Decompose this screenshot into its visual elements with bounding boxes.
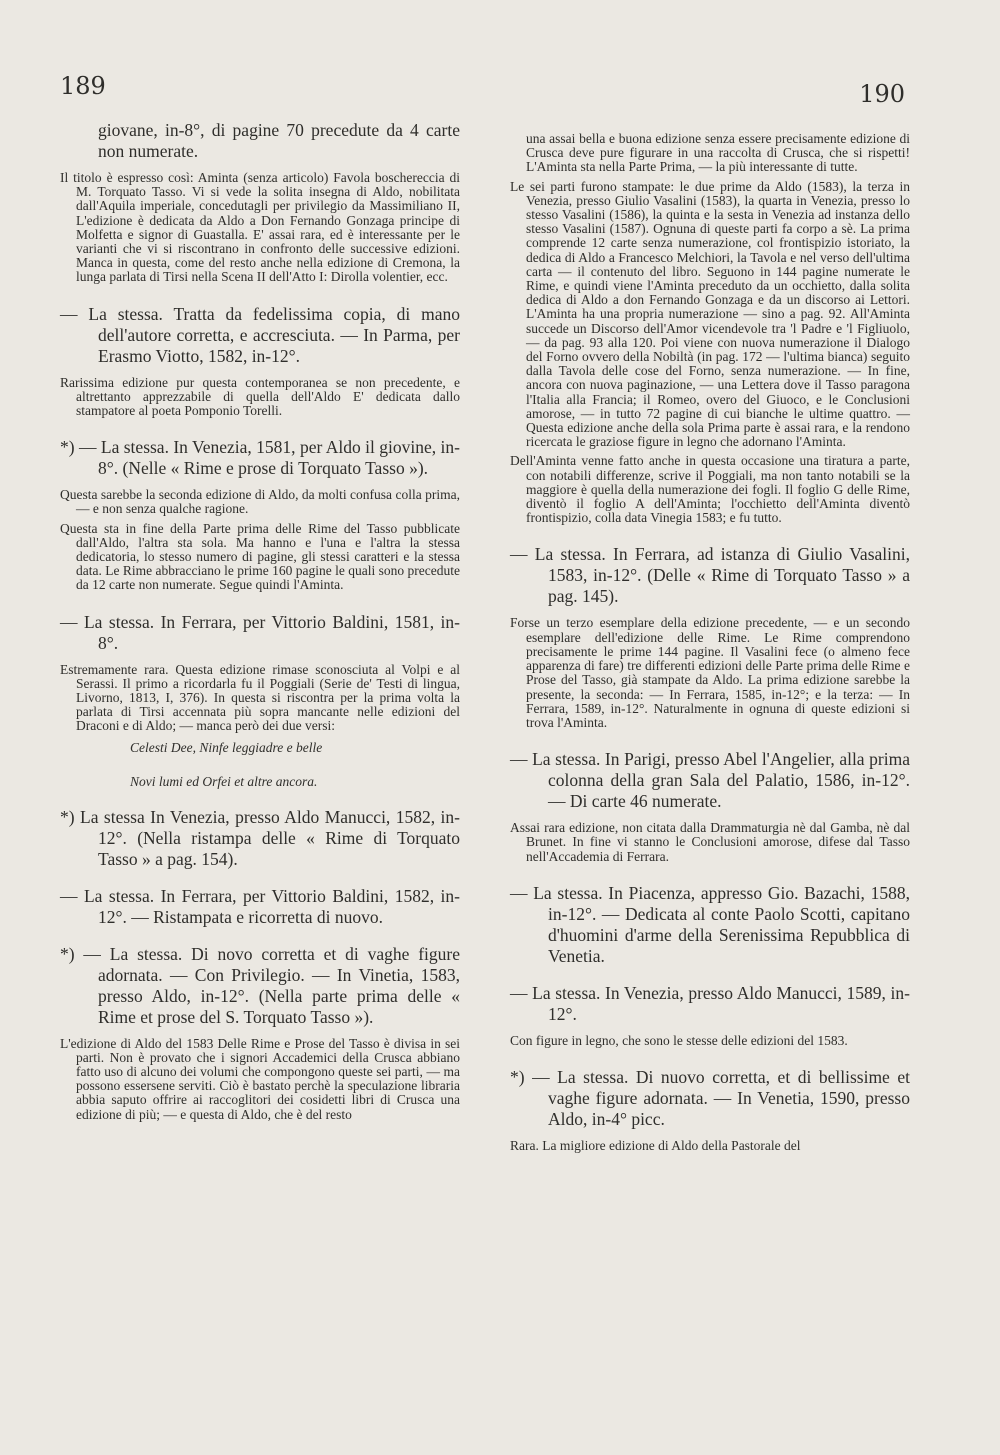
bibliography-entry: — La stessa. In Piacenza, appresso Gio. Bazachi, 1588, in-12°. — Dedicata al conte Paolo Scotti, capitano d'huomini d'arme della Serenissima Repubblica di Venetia.: [510, 882, 910, 966]
entry-note: Assai rara edizione, non citata dalla Drammaturgia nè dal Gamba, nè dal Brunet. In fine vi stanno le Conclusioni amorose, difese dal Tasso nell'Accademia di Ferrara.: [510, 820, 910, 864]
spacer: [510, 530, 910, 544]
note-continued: una assai bella e buona edizione senza essere precisamente edizione di Crusca deve pure figurare in una raccolta di Crusca, che si rispetti! L'Aminta sta nella Parte Prima, — la più interessante di tutte.: [526, 131, 910, 175]
spacer: [60, 937, 460, 944]
bibliography-entry: *) — La stessa. Di novo corretta et di vaghe figure adornata. — Con Privilegio. — In Vinetia, 1583, presso Aldo, in-12°. (Nella parte prima delle « Rime et prose del S. Torquato Tasso »).: [60, 943, 460, 1027]
bibliography-entry: *) — La stessa. In Venezia, 1581, per Aldo il giovine, in-8°. (Nelle « Rime e prose di Torquato Tasso »).: [60, 437, 460, 479]
entry-note: Rara. La migliore edizione di Aldo della Pastorale del: [510, 1137, 801, 1153]
spacer: [510, 976, 910, 983]
spacer: [510, 869, 910, 883]
left-column: [60, 120, 460, 1127]
right-column: [510, 132, 910, 1158]
entry-note: Il titolo è espresso così: Aminta (senza articolo) Favola boschereccia di M. Torquato Tasso. Vi si vede la solita insegna di Aldo, nobilitata dall'Aquila imperiale, concedutagli per privilegio da Massimiliano II, L'edizione è dedicata da Aldo a Don Fernando Gonzaga principe di Molfetta e signor di Guastalla. E' assai rara, ed è interessante per le varianti che vi si riscontrano in confronto delle successive edizioni. Manca in questa, come del resto anche nella edizione di Cremona, la lunga parlata di Tirsi nella Scena II dell'Atto I: Dirolla volentier, ecc.: [60, 170, 460, 285]
bibliography-entry: — La stessa. In Ferrara, per Vittorio Baldini, 1582, in-12°. — Ristampata e ricorretta di nuovo.: [60, 885, 460, 927]
spacer: [60, 879, 460, 886]
bibliography-entry: — La stessa. In Ferrara, per Vittorio Baldini, 1581, in-8°.: [60, 611, 460, 653]
bibliography-entry: *) La stessa In Venezia, presso Aldo Manucci, 1582, in-12°. (Nella ristampa delle « Rime di Torquato Tasso » a pag. 154).: [60, 806, 460, 869]
page-number-right: 190: [859, 80, 905, 108]
bibliography-entry: — La stessa. Tratta da fedelissima copia, di mano dell'autore corretta, e accresciuta. — In Parma, per Erasmo Viotto, 1582, in-12°.: [60, 303, 460, 366]
spacer: [60, 423, 460, 437]
bibliography-entry: — La stessa. In Venezia, presso Aldo Manucci, 1589, in-12°.: [510, 982, 910, 1024]
entry-note: Con figure in legno, che sono le stesse delle edizioni del 1583.: [510, 1032, 848, 1048]
entry-note: Rarissima edizione pur questa contemporanea se non precedente, e altrettanto apprezzabile di quella dell'Aldo E' dedicata dallo stampatore al poeta Pomponio Torelli.: [60, 374, 460, 419]
spacer: [510, 1053, 910, 1067]
page-number-left: 189: [60, 72, 106, 100]
bibliography-entry-continued: giovane, in-8°, di pagine 70 precedute da 4 carte non numerate.: [98, 120, 460, 161]
spacer: [60, 290, 460, 304]
entry-note: Estremamente rara. Questa edizione rimase sconosciuta al Volpi e al Serassi. Il primo a ricordarla fu il Poggiali (Serie de' Testi di lingua, Livorno, 1813, I, 376). In questa si riscontra per la prima volta la parlata di Tirsi accennata più sopra mancante nelle edizioni del Draconi e di Aldo; — manca però dei due versi:: [60, 661, 460, 734]
spacer: [510, 735, 910, 749]
entry-note: Questa sta in fine della Parte prima delle Rime del Tasso pubblicate dall'Aldo, l'altra sta sola. Ma hanno e l'una e l'altra la stessa dedicatoria, lo stesso numero di pagine, gli stessi caratteri e la stessa data. Le Rime abbracciano le prime 160 pagine le quali sono precedute da 12 carte non numerate. Segue quindi l'Aminta.: [60, 520, 460, 593]
entry-note: Le sei parti furono stampate: le due prime da Aldo (1583), la terza in Venezia, presso Giulio Vasalini (1583), la quarta in Venezia, presso lo stesso Vasalini (1586), la quinta e la sesta in Venezia ad instanza dello stesso Vasalini (1587). Ognuna di queste parti fa corpo a sè. La prima comprende 12 carte senza numerazione, col frontispizio istoriato, la dedica di Aldo a Francesco Melchiori, la Tavola e nel verso dell'ultima carta — il contenuto del libro. Seguono in 144 pagine numerate le Rime, e quindi viene l'Aminta preceduto da un occhietto, dalla solita dedica di Aldo a don Fernando Gonzaga e da un discorso ai Lettori. L'Aminta ha una propria numerazione — sino a pag. 92. All'Aminta succede un Discorso dell'Amor vicendevole tra 'l Padre e 'l Figliuolo, — da pag. 93 alla 120. Poi viene con nuova numerazione il Dialogo del Forno ovvero della Nobiltà (in pag. 172 — l'ultima bianca) seguito dalla Tavola delle cose del Forno, senza numerazione. — In fine, ancora con nuova paginazione, — una Lettera dove il Tasso paragona l'Italia alla Francia; il Romeo, overo del Giuoco, e le Conclusioni amorose, — in tutto 72 pagine di cui bianche le ultime quattro. — Questa edizione anche della sola Prima parte è assai rara, e la rendono ricercata le graziose figure in legno che adornano l'Aminta.: [510, 178, 910, 450]
entry-note: Dell'Aminta venne fatto anche in questa occasione una tiratura a parte, con notabili differenze, scrive il Poggiali, ma non tanto notabili se la maggiore è quella della numerazione dei fogli. Il foglio G delle Rime, diventò il foglio A dell'Aminta; l'occhietto dell'Aminta diventò frontispizio, colla data Vinegia 1583; e fu tutto.: [510, 453, 910, 526]
entry-note: L'edizione di Aldo del 1583 Delle Rime e Prose del Tasso è divisa in sei parti. Non è provato che i signori Accademici della Crusca abbiano fatto uso di alcuno dei volumi che compongono queste sei parti, — ma possono essersene serviti. Ciò è bastato perchè la speculazione libraria abbia saputo offrire ai raccoglitori dei cosidetti libri di Crusca una edizione di più; — e questa di Aldo, che è del resto: [60, 1035, 460, 1122]
bibliography-entry: *) — La stessa. Di nuovo corretta, et di bellissime et vaghe figure adornata. — In Venetia, 1590, presso Aldo, in-4° picc.: [510, 1066, 910, 1129]
entry-note: Forse un terzo esemplare della edizione precedente, — e un secondo esemplare dell'edizione delle Rime. Le Rime comprendono precisamente le prime 144 pagine. Il Vasalini fece (o almeno fece apparenza di fare) tre differenti edizioni delle Parte prima delle Rime e Prose del Tasso, già stampate da Aldo. La prima edizione sarebbe la presente, la seconda: — In Ferrara, 1585, in-12°; e la terza: — In Ferrara, 1589, in-12°. Naturalmente in ognuna di queste edizioni si trova l'Aminta.: [510, 615, 910, 730]
bibliography-entry: — La stessa. In Ferrara, ad istanza di Giulio Vasalini, 1583, in-12°. (Delle « Rime di Torquato Tasso » a pag. 145).: [510, 544, 910, 607]
bibliography-entry: — La stessa. In Parigi, presso Abel l'Angelier, alla prima colonna della gran Sala del Palatio, 1586, in-12°. — Di carte 46 numerate.: [510, 749, 910, 812]
spacer: [60, 598, 460, 612]
quoted-verse: Novi lumi ed Orfei et altre ancora.: [130, 773, 318, 789]
entry-note: Questa sarebbe la seconda edizione di Aldo, da molti confusa colla prima, — e non senza qualche ragione.: [60, 487, 460, 517]
quoted-verse: Celesti Dee, Ninfe leggiadre e belle: [130, 739, 323, 755]
